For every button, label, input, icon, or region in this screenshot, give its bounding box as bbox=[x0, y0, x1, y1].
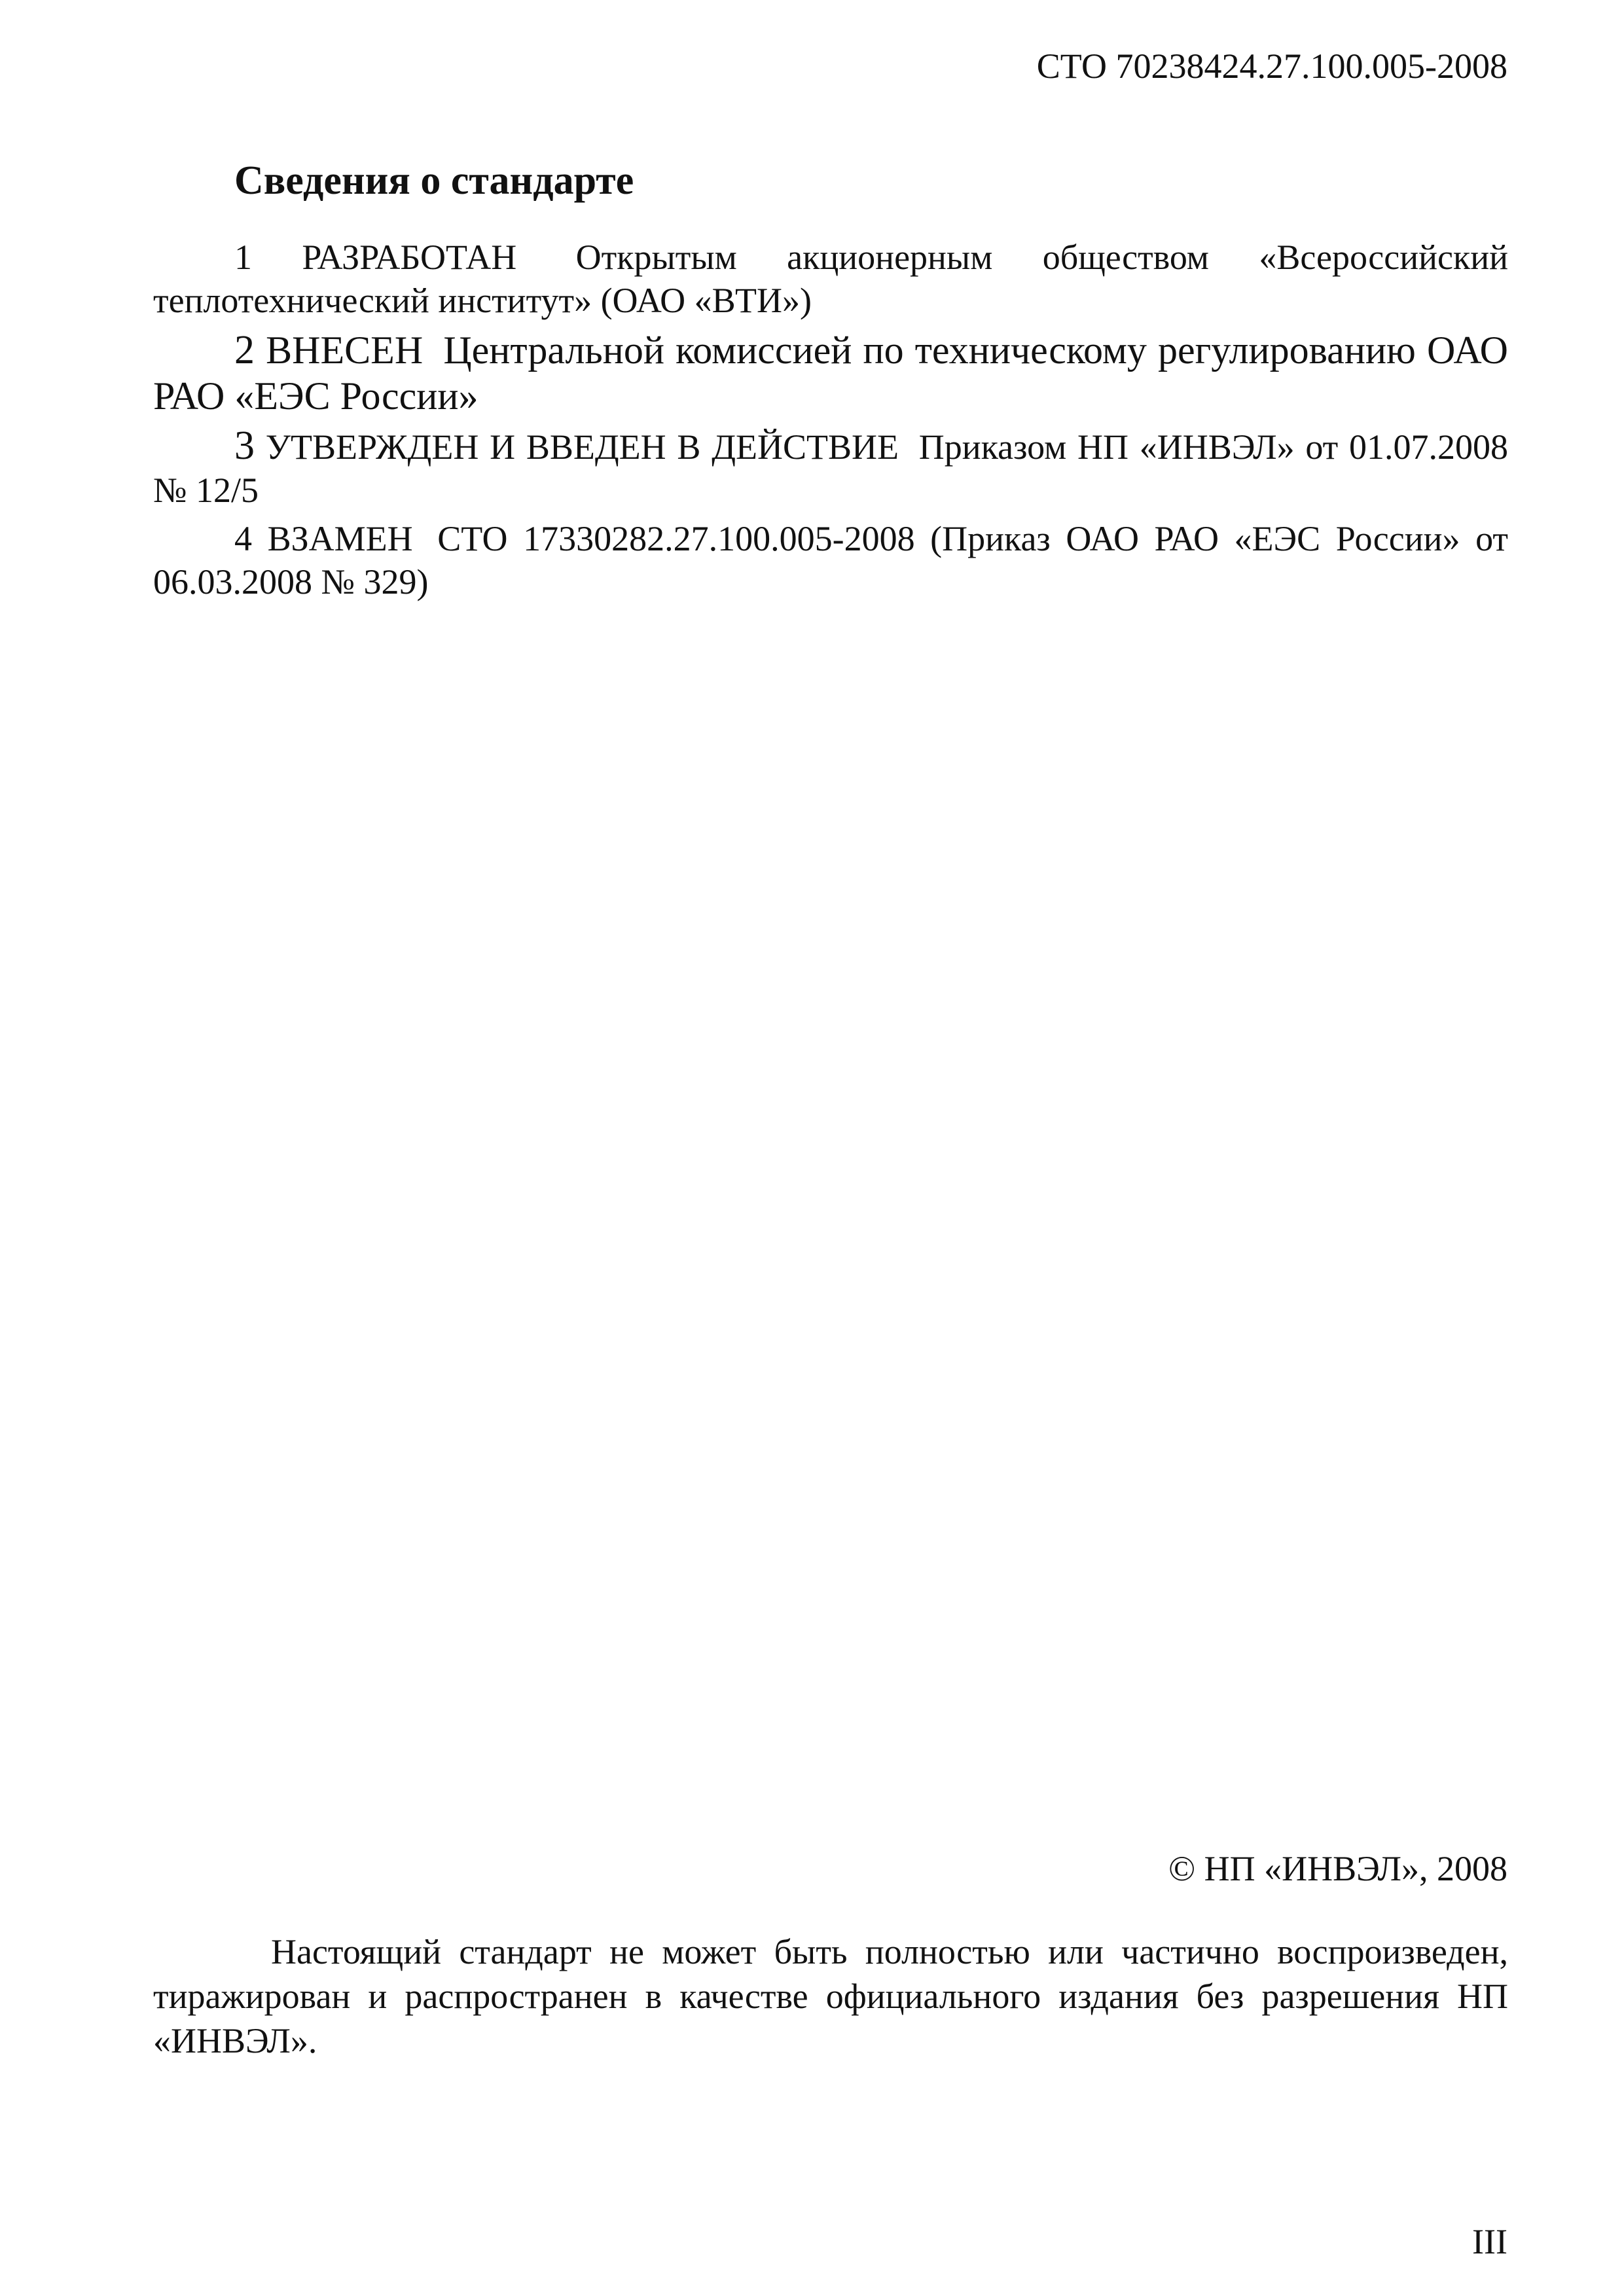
copyright-notice: © НП «ИНВЭЛ», 2008 bbox=[1168, 1849, 1507, 1888]
reproduction-notice: Настоящий стандарт не может быть полностью или частично воспроизведен, тиражирован и распространен в качестве официального издания без разрешения НП «ИНВЭЛ». bbox=[153, 1932, 1508, 2060]
item-text: Центральной комиссией по техническому регулированию ОАО РАО «ЕЭС России» bbox=[153, 329, 1509, 418]
item-text: СТО 17330282.27.100.005-2008 (Приказ ОАО РАО «ЕЭС России» от 06.03.2008 № 329) bbox=[153, 519, 1508, 601]
item-number: 4 bbox=[234, 519, 252, 558]
item-number: 2 bbox=[234, 328, 255, 372]
standard-info-list bbox=[153, 236, 1508, 609]
page-number: III bbox=[1472, 2222, 1507, 2261]
item-keyword: УТВЕРЖДЕН И ВВЕДЕН В ДЕЙСТВИЕ bbox=[265, 427, 899, 467]
item-number: 3 bbox=[234, 423, 255, 468]
item-text: Приказом НП «ИНВЭЛ» от 01.07.2008 № 12/5 bbox=[153, 427, 1509, 510]
list-item-introduced bbox=[153, 327, 1508, 419]
list-item-developed bbox=[153, 236, 1508, 322]
item-keyword: РАЗРАБОТАН bbox=[302, 238, 517, 277]
document-code: СТО 70238424.27.100.005-2008 bbox=[1036, 46, 1507, 86]
item-text: Открытым акционерным обществом «Всероссийский теплотехнический институт» (ОАО «ВТИ») bbox=[153, 238, 1509, 320]
item-number: 1 bbox=[234, 238, 252, 277]
item-keyword: ВНЕСЕН bbox=[266, 329, 424, 372]
list-item-replaces bbox=[153, 517, 1508, 603]
item-keyword: ВЗАМЕН bbox=[267, 519, 413, 558]
section-title: Сведения о стандарте bbox=[234, 158, 634, 203]
list-item-approved bbox=[153, 424, 1508, 512]
